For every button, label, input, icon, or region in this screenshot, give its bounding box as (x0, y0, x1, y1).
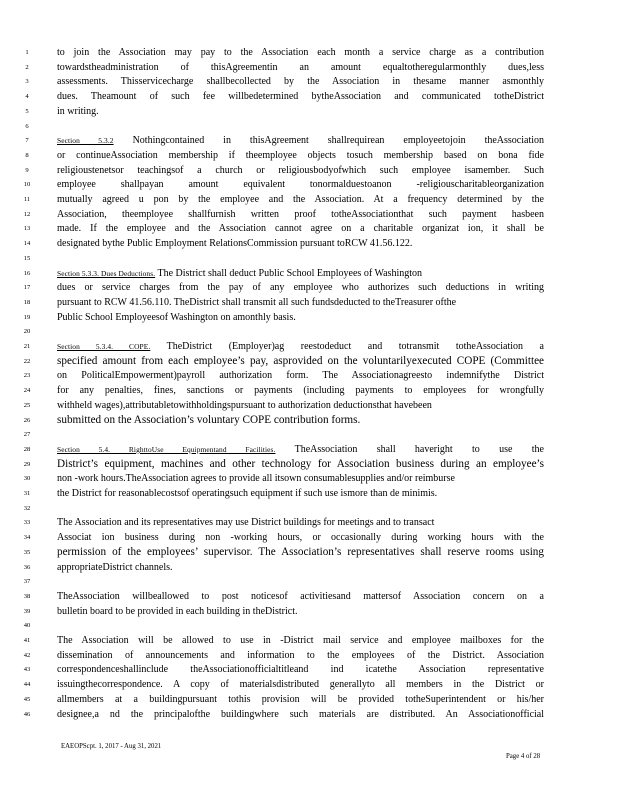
line-text: specified amount from each employee’s pay, asprovided on the voluntarilyexecuted COPE (Committee (57, 354, 544, 367)
line-text: religioustenetsor teachingsof a church or religiousbodyofwhich such employee isamember. Such (57, 164, 544, 176)
line-text: The Association and its representatives may use District buildings for meetings and to transact (57, 517, 435, 529)
document-line (0, 355, 618, 368)
line-text: permission of the employees’ supervisor. The Association’s representatives shall reserve rooms using (57, 545, 544, 558)
line-text: assessments. Thisservicecharge shallbecollected by the Association in thesame manner asmonthly (57, 76, 544, 88)
line-text: dues. Theamount of such fee willbedetermined bytheAssociation and communicated totheDistrict (57, 91, 544, 103)
line-number: 36 (23, 563, 31, 571)
line-number: 37 (23, 578, 31, 586)
line-number: 4 (25, 93, 29, 101)
line-number: 38 (23, 592, 31, 600)
document-line (0, 458, 618, 471)
document-line (0, 178, 618, 191)
line-text: Associat ion business during non -working hours, or occasionally during working hours with the (57, 532, 544, 544)
document-line (0, 340, 618, 353)
line-number: 10 (23, 181, 31, 189)
document-line (0, 472, 618, 485)
document-line (0, 237, 618, 250)
line-text: for any penalties, fines, sanctions or payments (including payments to employees for wrongfully (57, 385, 544, 397)
document-line (0, 663, 618, 676)
footer-contract-period: EAEOPScpt. 1, 2017 - Aug 31, 2021 (61, 743, 162, 750)
line-text: employee shallpayan amount equivalent tonormalduestoanon -religiouscharitableorganization (57, 179, 544, 191)
line-text: dissemination of announcements and information to the employees of the District. Association (57, 649, 544, 661)
line-number: 40 (23, 622, 31, 630)
document-line (0, 90, 618, 103)
line-text (57, 340, 544, 353)
document-line (0, 443, 618, 456)
line-text: or continueAssociation membership if theemployee objects tosuch membership based on bona fide (57, 149, 544, 161)
line-number: 34 (23, 534, 31, 542)
line-number: 32 (23, 504, 31, 512)
document-line (0, 311, 618, 324)
line-text: designee,a nd the principalofthe buildingwhere such materials are distributed. An Associationofficial (57, 708, 544, 720)
line-text: in writing. (57, 105, 99, 117)
line-text: towardstheadministration of thisAgreementin an amount equaltotheregularmonthly dues,less (57, 61, 544, 73)
document-line (0, 325, 618, 338)
line-number: 23 (23, 372, 31, 380)
line-text: withheld wages),attributabletowithholdingspursuant to authorization deductionsthat havebeen (57, 399, 432, 411)
line-number: 35 (23, 548, 31, 556)
document-line (0, 693, 618, 706)
line-number: 29 (23, 460, 31, 468)
section-body: The District shall deduct Public School Employees of Washington (157, 267, 422, 279)
line-number: 17 (23, 284, 31, 292)
line-text: appropriateDistrict channels. (57, 561, 173, 573)
line-text: the District for reasonablecostsof operatingsuch equipment if such use ismore than de minimis. (57, 488, 438, 499)
line-text: mutually agreed u pon by the employee and the Association. At a frequency determined by the (57, 194, 544, 205)
line-number: 14 (23, 240, 31, 248)
line-number: 33 (23, 519, 31, 527)
document-line (0, 384, 618, 397)
line-number: 22 (23, 357, 31, 365)
line-text: correspondenceshallinclude theAssociationofficialtitleand ind icatethe Association representative (57, 664, 544, 676)
line-text: Association, theemployee shallfurnish written proof totheAssociationthat such payment hasbeen (57, 208, 544, 220)
line-number: 39 (23, 607, 31, 615)
line-number: 13 (23, 225, 31, 233)
section-body: Nothingcontained in thisAgreement shallrequirean employeetojoin theAssociation (132, 135, 544, 147)
line-number: 7 (25, 137, 29, 145)
document-line (0, 428, 618, 441)
line-number: 31 (23, 490, 31, 497)
line-text: non -work hours.TheAssociation agrees to provide all itsown consumablesupplies and/or reimburse (57, 473, 455, 485)
document-line (0, 575, 618, 588)
line-number: 6 (25, 122, 29, 130)
line-number: 21 (23, 343, 31, 350)
line-text: District’s equipment, machines and other technology for Association business during an employee’s (57, 457, 544, 470)
document-line (0, 193, 618, 206)
document-line (0, 149, 618, 162)
document-line (0, 222, 618, 235)
line-number: 5 (25, 107, 29, 115)
line-number: 24 (23, 387, 31, 395)
document-line (0, 605, 618, 618)
document-line (0, 634, 618, 647)
line-number: 15 (23, 254, 31, 262)
document-line (0, 708, 618, 721)
document-line (0, 487, 618, 500)
line-number: 20 (23, 328, 31, 336)
section-heading: Section 5.3.4. COPE. (57, 342, 151, 351)
line-number: 26 (23, 416, 31, 424)
document-line (0, 399, 618, 412)
document-line (0, 252, 618, 265)
document-line (0, 414, 618, 427)
line-number: 16 (23, 269, 31, 277)
section-body: TheAssociation shall haveright to use the (294, 443, 544, 455)
line-number: 8 (25, 151, 29, 159)
document-line (0, 619, 618, 632)
document-line (0, 46, 618, 59)
document-line (0, 267, 618, 280)
document-line (0, 649, 618, 662)
document-line (0, 546, 618, 559)
line-text (57, 267, 544, 280)
document-line (0, 208, 618, 221)
document-line (0, 590, 618, 603)
document-line (0, 531, 618, 544)
line-text: issuingthecorrespondence. A copy of materialsdistributed generallyto all members in the District or (57, 679, 544, 691)
document-line (0, 120, 618, 133)
line-number: 45 (23, 695, 31, 703)
document-line (0, 134, 618, 147)
line-text: to join the Association may pay to the Association each month a service charge as a contribution (57, 47, 544, 58)
line-text: bulletin board to be provided in each building in theDistrict. (57, 605, 298, 617)
line-number: 11 (23, 196, 31, 203)
section-body: TheDistrict (Employer)ag reestodeduct and totransmit totheAssociation a (166, 341, 544, 352)
document-line (0, 105, 618, 118)
line-text: pursuant to RCW 41.56.110. TheDistrict shall transmit all such fundsdeducted to theTreasurer ofthe (57, 296, 457, 308)
line-number: 44 (23, 681, 31, 689)
line-number: 25 (23, 401, 31, 409)
section-heading: Section 5.4. RighttoUse Equipmentand Facilities. (57, 444, 276, 454)
line-number: 30 (23, 475, 31, 483)
document-line (0, 516, 618, 529)
line-text: made. If the employee and the Association cannot agree on a charitable organizat ion, it shall be (57, 223, 544, 235)
line-number: 9 (25, 166, 29, 174)
document-line (0, 296, 618, 309)
line-text (57, 134, 544, 147)
line-number: 18 (23, 298, 31, 306)
document-line (0, 502, 618, 515)
line-number: 41 (23, 637, 31, 644)
document-line (0, 75, 618, 88)
line-text: allmembers at a buildingpursuant tothis provision will be provided totheSuperintendent or his/her (57, 693, 544, 705)
line-number: 42 (23, 651, 31, 659)
line-text: The Association will be allowed to use in -District mail service and employee mailboxes for the (57, 635, 544, 646)
line-text: on PoliticalEmpowerment)payroll authorization form. The Associationagreesto indemnifythe District (57, 370, 544, 382)
footer-page-number: Page 4 of 28 (506, 753, 541, 760)
line-number: 46 (23, 710, 31, 718)
document-line (0, 678, 618, 691)
line-text (57, 443, 544, 456)
line-number: 3 (25, 78, 29, 86)
document-line (0, 561, 618, 574)
document-line (0, 164, 618, 177)
line-number: 1 (25, 49, 29, 56)
line-number: 2 (25, 63, 29, 71)
document-line (0, 369, 618, 382)
line-text: TheAssociation willbeallowed to post noticesof activitiesand mattersof Association concern on a (57, 590, 544, 602)
line-number: 19 (23, 313, 31, 321)
document-line (0, 281, 618, 294)
section-heading: Section 5.3.3. Dues Deductions. (57, 268, 156, 278)
line-number: 27 (23, 431, 31, 439)
line-text: dues or service charges from the pay of any employee who authorizes such deductions in writing (57, 282, 544, 294)
line-text: Public School Employeesof Washington on amonthly basis. (57, 311, 296, 323)
line-number: 28 (23, 445, 31, 453)
line-text: submitted on the Association’s voluntary COPE contribution forms. (57, 413, 361, 426)
line-text: designated bythe Public Employment RelationsCommission pursuant toRCW 41.56.122. (57, 238, 413, 250)
section-heading: Section 5.3.2 (57, 136, 114, 146)
line-number: 12 (23, 210, 31, 218)
document-line (0, 61, 618, 74)
line-number: 43 (23, 666, 31, 674)
